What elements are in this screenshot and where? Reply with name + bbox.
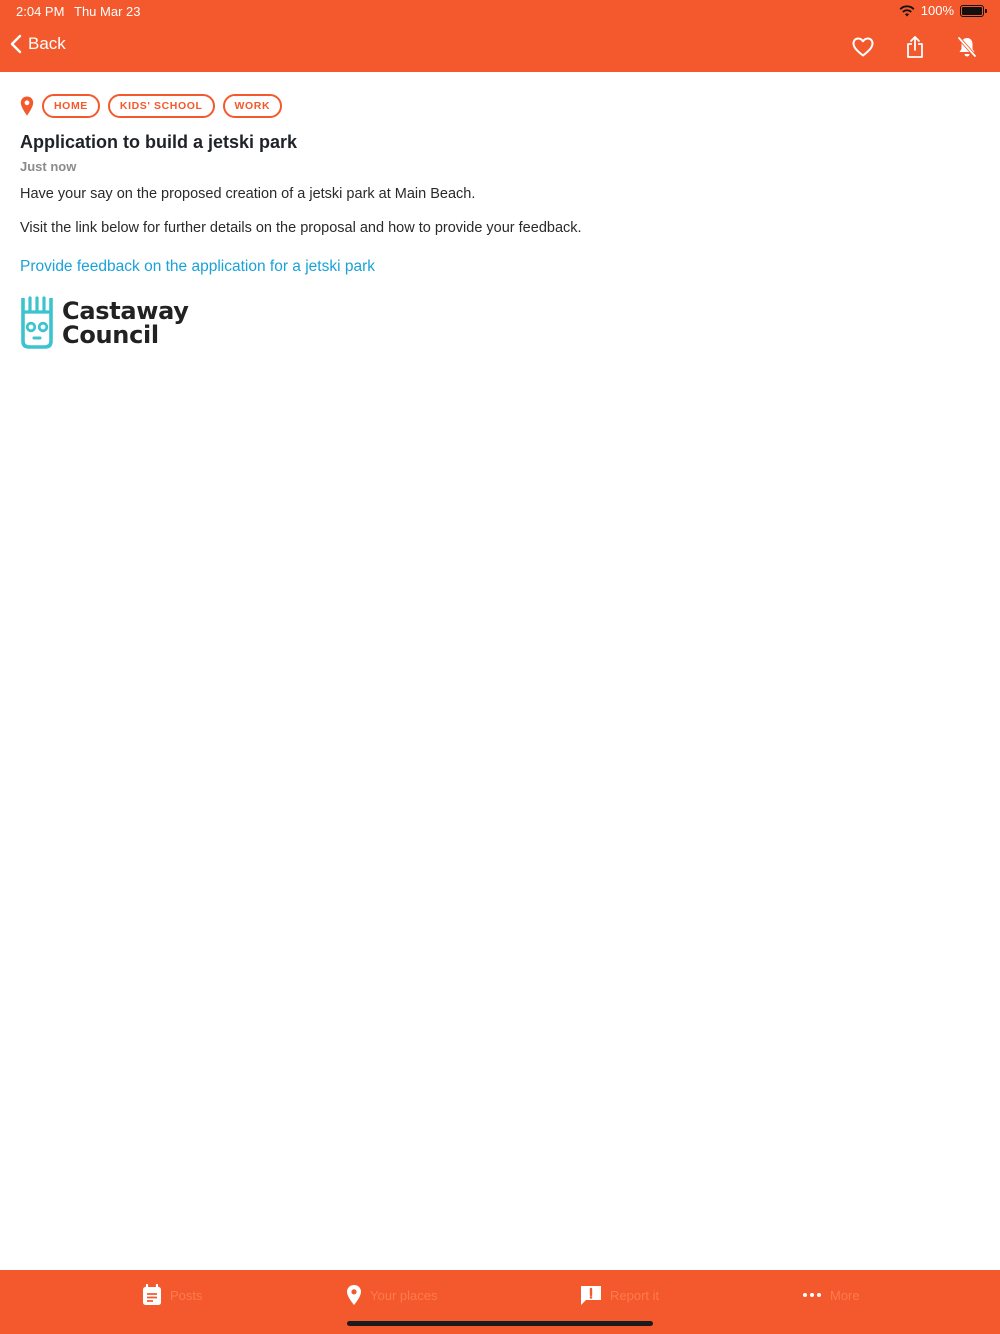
tab-posts[interactable] bbox=[142, 1284, 203, 1306]
location-pin-icon bbox=[20, 96, 34, 116]
back-button[interactable] bbox=[10, 34, 66, 54]
tab-label: More bbox=[830, 1287, 860, 1303]
status-time: 2:04 PM bbox=[16, 4, 65, 19]
tab-report-it[interactable] bbox=[580, 1284, 659, 1306]
battery-icon bbox=[960, 5, 984, 17]
tab-your-places[interactable] bbox=[346, 1284, 437, 1306]
tag-row bbox=[20, 94, 980, 118]
council-logo bbox=[20, 296, 980, 350]
tab-label: Report it bbox=[610, 1287, 660, 1303]
back-label: Back bbox=[28, 34, 66, 53]
share-icon bbox=[906, 35, 924, 59]
logo-wordmark bbox=[62, 299, 189, 347]
status-date: Thu Mar 23 bbox=[74, 4, 141, 19]
post-title: Application to build a jetski park bbox=[20, 132, 298, 152]
home-indicator bbox=[347, 1321, 653, 1326]
share-button[interactable] bbox=[902, 34, 928, 60]
chevron-left-icon bbox=[10, 34, 22, 54]
report-bubble-icon bbox=[580, 1284, 602, 1306]
tab-more[interactable] bbox=[802, 1284, 860, 1306]
tab-label: Posts bbox=[170, 1287, 203, 1303]
feedback-link[interactable]: Provide feedback on the application for a jetski park bbox=[20, 258, 375, 275]
nav-actions bbox=[850, 34, 980, 60]
location-pin-icon bbox=[346, 1284, 362, 1306]
battery-percent: 100% bbox=[920, 3, 954, 18]
castaway-council-logo-icon bbox=[20, 296, 54, 350]
post-time: Just now bbox=[20, 159, 77, 174]
wifi-icon bbox=[899, 5, 915, 17]
logo-line-2: Council bbox=[62, 321, 159, 349]
logo-line-1: Castaway bbox=[62, 297, 189, 325]
status-indicators bbox=[899, 3, 984, 18]
post-paragraph: Have your say on the proposed creation of a jetski park at Main Beach. bbox=[20, 186, 476, 202]
post-paragraph: Visit the link below for further details on the proposal and how to provide your feedback. bbox=[20, 220, 582, 236]
top-navigation-bar bbox=[0, 0, 1000, 72]
bell-off-icon bbox=[957, 36, 977, 58]
post-detail bbox=[20, 94, 980, 350]
heart-icon bbox=[852, 37, 874, 57]
favorite-button[interactable] bbox=[850, 34, 876, 60]
tag-home[interactable]: HOME bbox=[42, 94, 100, 118]
bottom-tab-bar bbox=[0, 1270, 1000, 1334]
tab-label: Your places bbox=[370, 1287, 438, 1303]
tag-kids-school[interactable]: KIDS' SCHOOL bbox=[108, 94, 215, 118]
tag-work[interactable]: WORK bbox=[223, 94, 283, 118]
mute-notifications-button[interactable] bbox=[954, 34, 980, 60]
more-dots-icon bbox=[802, 1284, 822, 1306]
calendar-icon bbox=[142, 1284, 162, 1306]
